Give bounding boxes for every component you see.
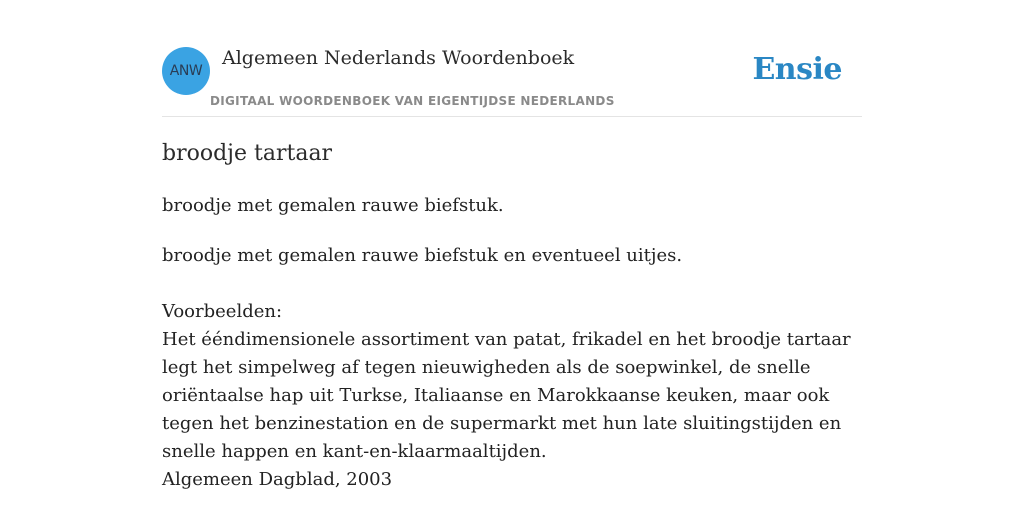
site-subtitle: DIGITAAL WOORDENBOEK VAN EIGENTIJDSE NEDERLANDS bbox=[210, 94, 615, 108]
examples-label: Voorbeelden: bbox=[162, 301, 283, 322]
long-definition: broodje met gemalen rauwe biefstuk en eventueel uitjes. bbox=[162, 245, 683, 266]
spacer bbox=[162, 270, 872, 298]
example-source: Algemeen Dagblad, 2003 bbox=[162, 469, 393, 490]
anw-logo[interactable]: ANW bbox=[162, 47, 210, 95]
example-text: Het ééndimensionele assortiment van patat, frikadel en het broodje tartaar legt het simpelweg af tegen nieuwigheden als de soepwinkel, de snelle oriëntaalse hap uit Turkse, Italiaanse en Marokkaanse keuken, maar ook tegen het benzinestation en de supermarkt met hun late sluitingstijden en snelle happen en kant-en-klaarmaaltijden. bbox=[162, 329, 851, 462]
short-definition: broodje met gemalen rauwe biefstuk. bbox=[162, 195, 504, 216]
entry-body bbox=[162, 242, 872, 494]
ensie-logo[interactable]: Ensie bbox=[752, 52, 842, 87]
site-header bbox=[162, 44, 862, 117]
entry-term: broodje tartaar bbox=[162, 141, 333, 166]
site-title[interactable]: Algemeen Nederlands Woordenboek bbox=[222, 47, 575, 69]
